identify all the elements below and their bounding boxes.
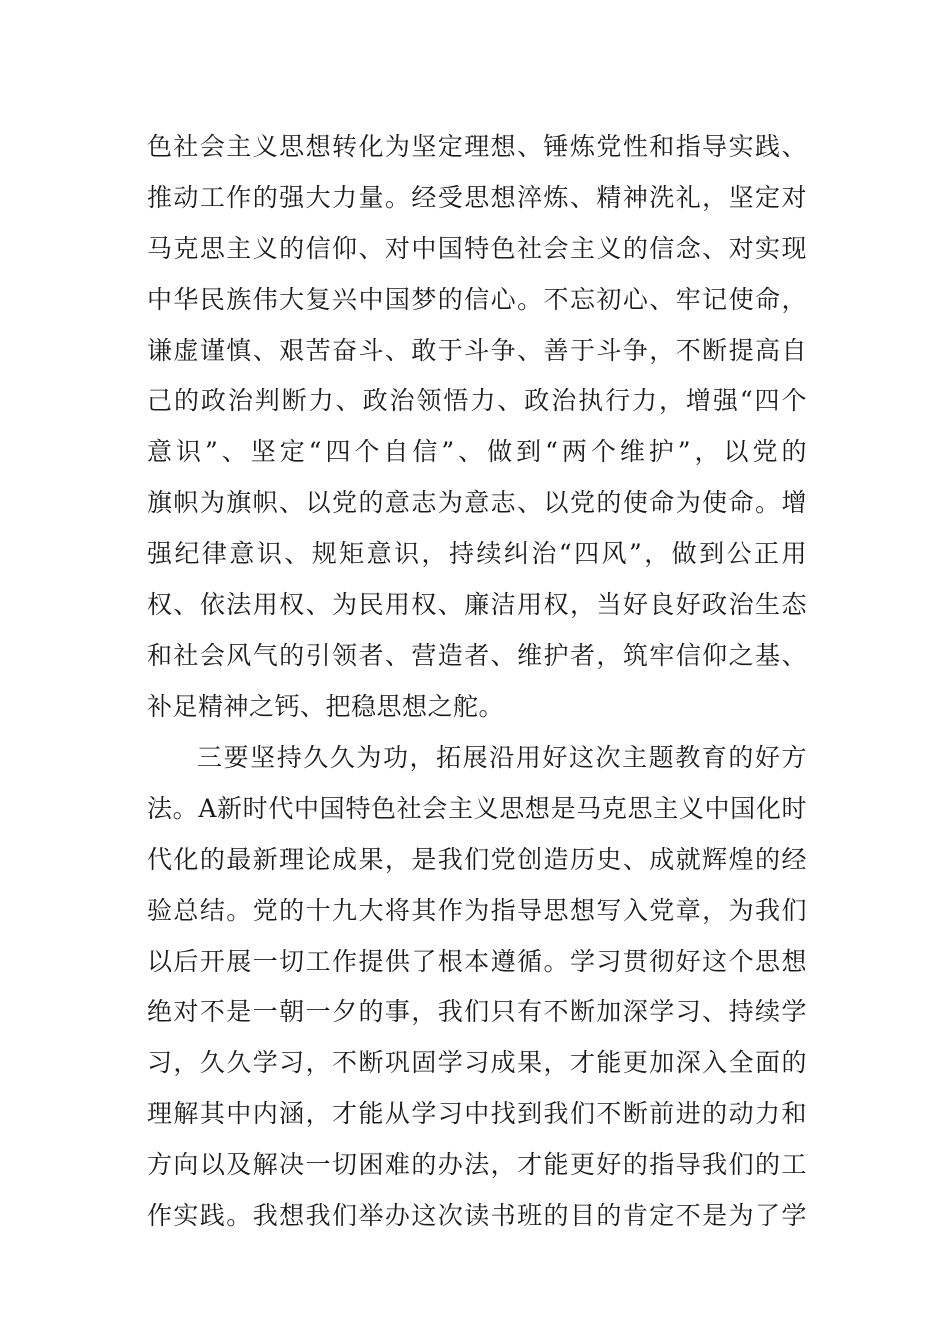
text-line: 权、依法用权、为民用权、廉洁用权，当好良好政治生态	[147, 590, 807, 620]
text-line: 谦虚谨慎、艰苦奋斗、敢于斗争、善于斗争，不断提高自	[147, 335, 807, 365]
text-line: 己的政治判断力、政治领悟力、政治执行力，增强“四个	[147, 386, 807, 416]
text-line: 以后开展一切工作提供了根本遵循。学习贯彻好这个思想	[147, 946, 807, 976]
text-line: 强纪律意识、规矩意识，持续纠治“四风”，做到公正用	[147, 539, 807, 569]
paragraph-1	[147, 122, 807, 733]
text-line: 绝对不是一朝一夕的事，我们只有不断加深学习、持续学	[147, 997, 807, 1027]
text-line: 和社会风气的引领者、营造者、维护者，筑牢信仰之基、	[147, 640, 807, 670]
text-line: 作实践。我想我们举办这次读书班的目的肯定不是为了学	[147, 1201, 807, 1231]
text-line: 色社会主义思想转化为坚定理想、锤炼党性和指导实践、	[147, 132, 807, 161]
text-line: 三要坚持久久为功，拓展沿用好这次主题教育的好方	[197, 743, 807, 772]
text-line: 习，久久学习，不断巩固学习成果，才能更加深入全面的	[147, 1048, 807, 1078]
text-line: 验总结。党的十九大将其作为指导思想写入党章，为我们	[147, 895, 807, 925]
text-line: 意识”、坚定“四个自信”、做到“两个维护”，以党的	[147, 437, 807, 467]
text-line: 代化的最新理论成果，是我们党创造历史、成就辉煌的经	[147, 844, 807, 874]
text-line: 旗帜为旗帜、以党的意志为意志、以党的使命为使命。增	[147, 488, 807, 518]
text-line: 方向以及解决一切困难的办法，才能更好的指导我们的工	[147, 1150, 807, 1180]
text-line: 推动工作的强大力量。经受思想淬炼、精神洗礼，坚定对	[147, 182, 807, 212]
text-line: 中华民族伟大复兴中国梦的信心。不忘初心、牢记使命，	[147, 284, 807, 314]
text-line: 理解其中内涵，才能从学习中找到我们不断前进的动力和	[147, 1099, 807, 1129]
text-line: 补足精神之钙、把稳思想之舵。	[147, 691, 505, 721]
paragraph-2	[147, 733, 807, 1242]
text-line: 马克思主义的信仰、对中国特色社会主义的信念、对实现	[147, 233, 807, 263]
text-line: 法。A新时代中国特色社会主义思想是马克思主义中国化时	[147, 793, 807, 823]
